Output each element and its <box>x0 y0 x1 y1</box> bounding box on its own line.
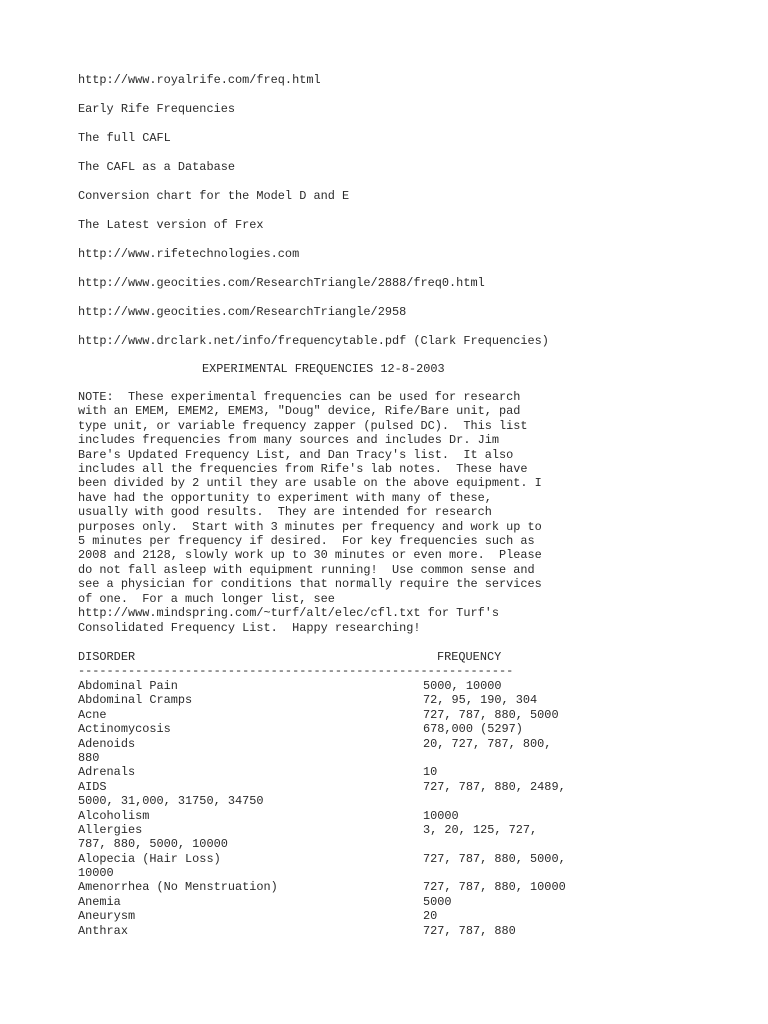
frequency-continuation: 787, 880, 5000, 10000 <box>78 837 228 852</box>
disorder-cell: Aneurysm <box>78 909 136 924</box>
frequency-cell: 3, 20, 125, 727, <box>423 822 538 837</box>
table-row <box>78 852 598 866</box>
frequency-cell: 5000 <box>423 894 452 909</box>
link-drclark[interactable]: http://www.drclark.net/info/frequencytable.pdf (Clark Frequencies) <box>78 334 549 348</box>
link-geocities-2958[interactable]: http://www.geocities.com/ResearchTriangle/2958 <box>78 305 407 319</box>
frequency-cell: 727, 787, 880, 5000, <box>423 851 566 866</box>
link-cafl-database[interactable]: The CAFL as a Database <box>78 160 235 174</box>
frequency-continuation: 10000 <box>78 866 114 881</box>
frequency-cell: 20, 727, 787, 800, <box>423 736 552 751</box>
link-royalrife[interactable]: http://www.royalrife.com/freq.html <box>78 73 321 87</box>
link-early-rife[interactable]: Early Rife Frequencies <box>78 102 235 116</box>
disorder-cell: Abdominal Cramps <box>78 693 193 708</box>
link-frex-latest[interactable]: The Latest version of Frex <box>78 218 264 232</box>
disorder-cell: Actinomycosis <box>78 722 171 737</box>
table-row <box>78 679 598 693</box>
table-row <box>78 924 598 938</box>
link-rifetechnologies[interactable]: http://www.rifetechnologies.com <box>78 247 300 261</box>
section-heading: EXPERIMENTAL FREQUENCIES 12-8-2003 <box>202 362 445 376</box>
link-geocities-2888[interactable]: http://www.geocities.com/ResearchTriangle/2888/freq0.html <box>78 276 485 290</box>
frequency-cell: 5000, 10000 <box>423 679 502 693</box>
disorder-cell: Alopecia (Hair Loss) <box>78 851 221 866</box>
frequency-cell: 10000 <box>423 808 459 823</box>
table-row <box>78 823 598 837</box>
table-row <box>78 809 598 823</box>
table-rule: ------------------------------------------------------------- <box>78 664 514 678</box>
table-row <box>78 780 598 794</box>
frequency-cell: 72, 95, 190, 304 <box>423 693 538 708</box>
disorder-cell: AIDS <box>78 779 107 794</box>
disorder-cell: Amenorrhea (No Menstruation) <box>78 880 278 895</box>
table-row <box>78 737 598 751</box>
frequency-continuation: 880 <box>78 750 100 765</box>
disorder-cell: Alcoholism <box>78 808 150 823</box>
disorder-cell: Adenoids <box>78 736 136 751</box>
column-header-disorder: DISORDER <box>78 650 136 664</box>
link-full-cafl[interactable]: The full CAFL <box>78 131 171 145</box>
disorder-cell: Allergies <box>78 822 143 837</box>
disorder-cell: Adrenals <box>78 765 136 780</box>
note-paragraph: NOTE: These experimental frequencies can be used for research with an EMEM, EMEM2, EMEM3, "Doug" device, Rife/Bare unit, pad type unit, or variable frequency zapper (pulsed DC). This list includes frequencies from many sources and includes Dr. Jim Bare's Updated Frequency List, and Dan Tracy's list. It also includes all the frequencies from Rife's lab notes. These have been divided by 2 until they are usable on the above equipment. I have had the opportunity to experiment with many of these, usually with good results. They are intended for research purposes only. Start with 3 minutes per frequency and work up to 5 minutes per frequency if desired. For key frequencies such as 2008 and 2128, slowly work up to 30 minutes or even more. Please do not fall asleep with equipment running! Use common sense and see a physician for conditions that normally require the services of one. For a much longer list, see http://www.mindspring.com/~turf/alt/elec/cfl.txt for Turf's Consolidated Frequency List. Happy researching! <box>78 390 542 635</box>
disorder-cell: Anemia <box>78 894 121 909</box>
table-row <box>78 765 598 779</box>
frequency-cell: 727, 787, 880 <box>423 923 516 938</box>
table-row <box>78 909 598 923</box>
column-header-frequency: FREQUENCY <box>437 650 502 664</box>
frequency-cell: 20 <box>423 909 438 924</box>
frequency-cell: 678,000 (5297) <box>423 722 523 737</box>
disorder-cell: Anthrax <box>78 923 128 938</box>
disorder-cell: Acne <box>78 707 107 722</box>
table-row <box>78 708 598 722</box>
link-conversion-chart[interactable]: Conversion chart for the Model D and E <box>78 189 350 203</box>
table-row <box>78 895 598 909</box>
table-row <box>78 722 598 736</box>
table-row <box>78 880 598 894</box>
frequency-cell: 727, 787, 880, 10000 <box>423 880 566 895</box>
table-row <box>78 693 598 707</box>
frequency-cell: 727, 787, 880, 2489, <box>423 779 566 794</box>
frequency-cell: 727, 787, 880, 5000 <box>423 707 559 722</box>
frequency-continuation: 5000, 31,000, 31750, 34750 <box>78 794 264 809</box>
disorder-cell: Abdominal Pain <box>78 679 178 693</box>
frequency-table <box>78 679 598 938</box>
frequency-cell: 10 <box>423 765 438 780</box>
